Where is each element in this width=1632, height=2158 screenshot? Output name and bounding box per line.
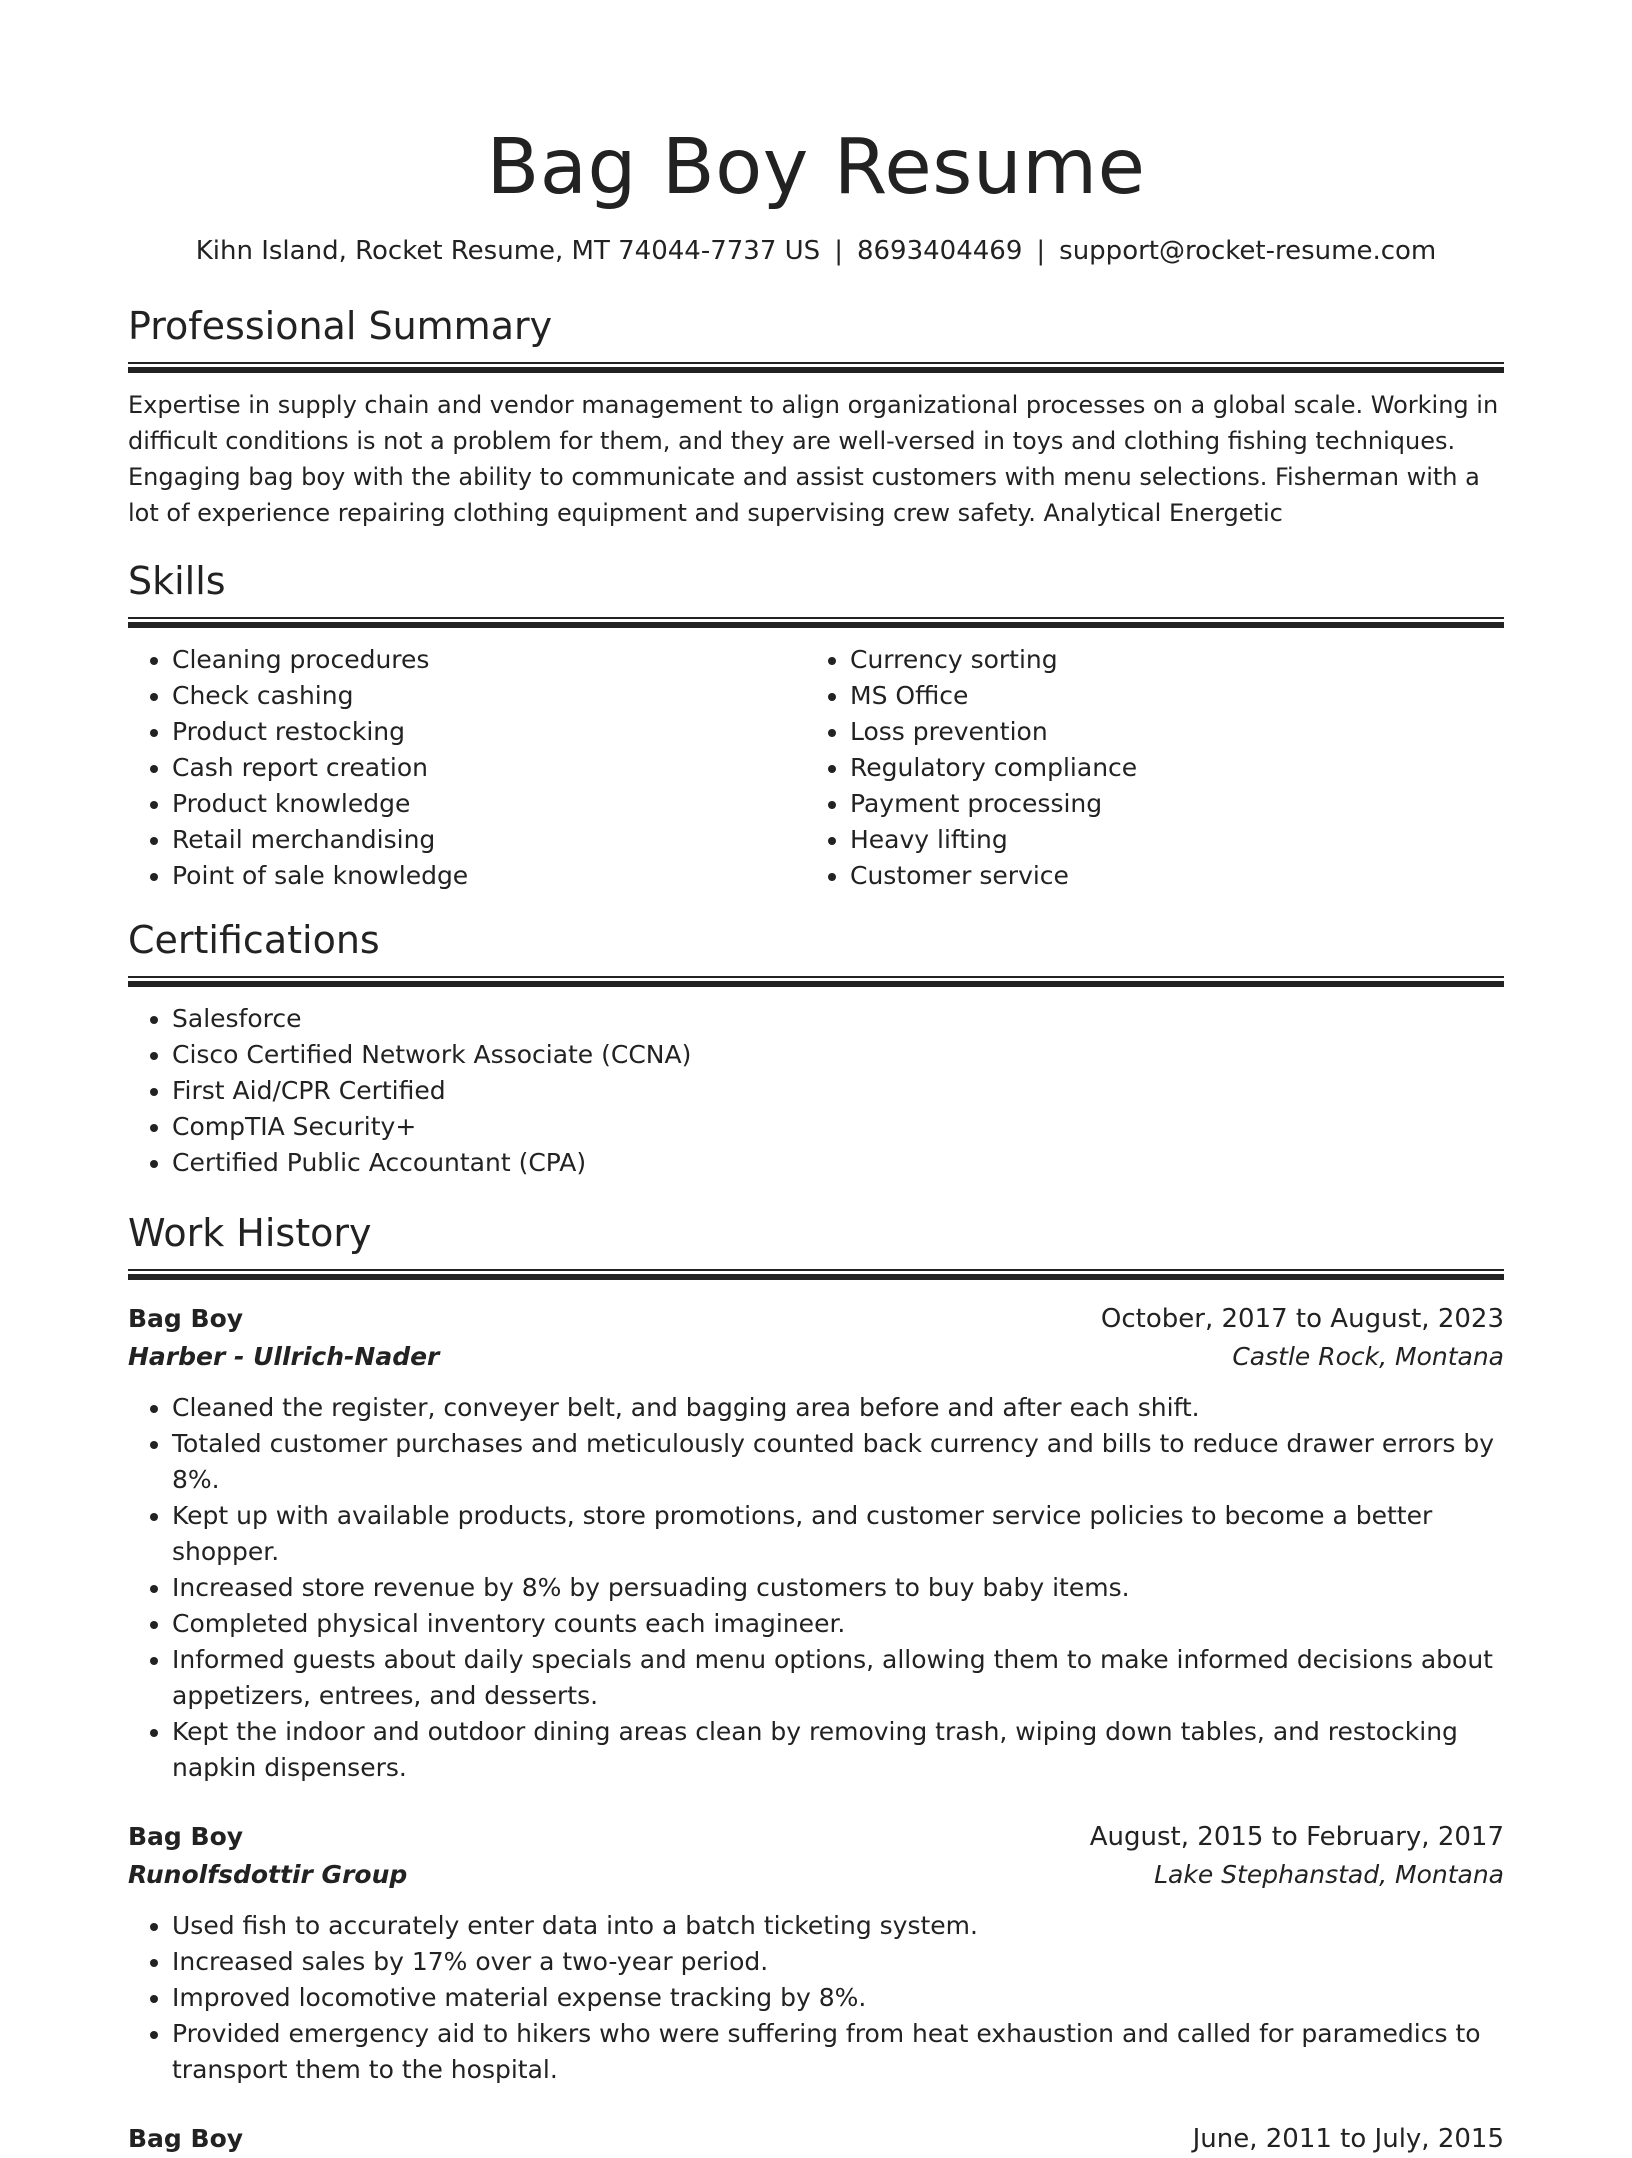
job-title: Bag Boy [128, 2124, 244, 2153]
contact-address: Kihn Island, Rocket Resume, MT 74044-7737 US [195, 236, 821, 266]
work-history-heading: Work History [128, 1211, 372, 1255]
list-item: • Increased store revenue by 8% by persuading customers to buy baby items. [172, 1570, 1504, 1606]
skills-heading: Skills [128, 559, 226, 603]
job-subheader-row [128, 1338, 1504, 1376]
skills-list-right [806, 642, 1484, 894]
contact-separator: | [1036, 236, 1046, 266]
list-item: • MS Office [850, 678, 1484, 714]
contact-line [128, 234, 1504, 268]
list-item: • Increased sales by 17% over a two-year period. [172, 1944, 1504, 1980]
list-item: • Product restocking [172, 714, 806, 750]
job-header-row [128, 1300, 1504, 1338]
list-item: • Improved locomotive material expense tracking by 8%. [172, 1980, 1504, 2016]
list-item: • Cleaned the register, conveyer belt, and bagging area before and after each shift. [172, 1390, 1504, 1426]
job-title: Bag Boy [128, 1822, 244, 1851]
job-dates: October, 2017 to August, 2023 [1100, 1304, 1504, 1334]
section-divider [128, 976, 1504, 987]
job-bullets [128, 1390, 1504, 1786]
list-item: • Currency sorting [850, 642, 1484, 678]
list-item: • Used fish to accurately enter data into a batch ticketing system. [172, 1908, 1504, 1944]
job-dates: August, 2015 to February, 2017 [1089, 1822, 1504, 1852]
section-divider [128, 1269, 1504, 1280]
list-item: • Kept the indoor and outdoor dining areas clean by removing trash, wiping down tables, and restocking napkin dispensers. [172, 1714, 1504, 1786]
contact-phone: 8693404469 [856, 236, 1023, 266]
job-entry [128, 2120, 1504, 2158]
job-dates: June, 2011 to July, 2015 [1192, 2124, 1504, 2154]
certifications-heading: Certifications [128, 918, 380, 962]
job-location: Lake Stephanstad, Montana [1154, 1860, 1504, 1889]
job-location: Castle Rock, Montana [1232, 1342, 1504, 1371]
list-item: • Heavy lifting [850, 822, 1484, 858]
skills-section [128, 557, 1504, 894]
list-item: • Kept up with available products, store promotions, and customer service policies to become a better shopper. [172, 1498, 1504, 1570]
certifications-list [128, 1001, 1504, 1181]
job-company: Harber - Ullrich-Nader [128, 1342, 440, 1371]
resume-title: Bag Boy Resume [486, 123, 1146, 212]
list-item: • Completed physical inventory counts each imagineer. [172, 1606, 1504, 1642]
certifications-section [128, 916, 1504, 1181]
list-item: • Cleaning procedures [172, 642, 806, 678]
resume-page [128, 0, 1504, 2158]
job-subheader-row [128, 1856, 1504, 1894]
skills-grid [128, 642, 1504, 894]
job-entry [128, 1818, 1504, 2088]
job-entry [128, 1300, 1504, 1786]
section-divider [128, 617, 1504, 628]
list-item: • Product knowledge [172, 786, 806, 822]
list-item: • Informed guests about daily specials and menu options, allowing them to make informed decisions about appetizers, entrees, and desserts. [172, 1642, 1504, 1714]
list-item: • Customer service [850, 858, 1484, 894]
summary-section [128, 302, 1504, 531]
section-divider [128, 362, 1504, 373]
list-item: • Provided emergency aid to hikers who were suffering from heat exhaustion and called for paramedics to transport them to the hospital. [172, 2016, 1504, 2088]
list-item: • Cash report creation [172, 750, 806, 786]
contact-email[interactable]: support@rocket-resume.com [1059, 236, 1437, 266]
contact-separator: | [834, 236, 843, 266]
summary-heading: Professional Summary [128, 304, 553, 348]
list-item: • Regulatory compliance [850, 750, 1484, 786]
summary-text: Expertise in supply chain and vendor management to align organizational processes on a global scale. Working in difficult conditions is not a problem for them, and they are well-versed in toys and clothing fishing techniques. Engaging bag boy with the ability to communicate and assist customers with menu selections. Fisherman with a lot of experience repairing clothing equipment and supervising crew safety. Analytical Energetic [128, 391, 1499, 527]
work-history-section [128, 1209, 1504, 2158]
list-item: • Totaled customer purchases and meticulously counted back currency and bills to reduce drawer errors by 8%. [172, 1426, 1504, 1498]
list-item: • CompTIA Security+ [172, 1109, 1504, 1145]
job-bullets [128, 1908, 1504, 2088]
job-header-row [128, 2120, 1504, 2158]
list-item: • Payment processing [850, 786, 1484, 822]
list-item: • Loss prevention [850, 714, 1484, 750]
list-item: • Point of sale knowledge [172, 858, 806, 894]
list-item: • Cisco Certified Network Associate (CCNA) [172, 1037, 1504, 1073]
list-item: • Check cashing [172, 678, 806, 714]
list-item: • Retail merchandising [172, 822, 806, 858]
job-header-row [128, 1818, 1504, 1856]
job-company: Runolfsdottir Group [128, 1860, 408, 1889]
skills-list-left [128, 642, 806, 894]
list-item: • Certified Public Accountant (CPA) [172, 1145, 1504, 1181]
list-item: • Salesforce [172, 1001, 1504, 1037]
job-title: Bag Boy [128, 1304, 244, 1333]
list-item: • First Aid/CPR Certified [172, 1073, 1504, 1109]
